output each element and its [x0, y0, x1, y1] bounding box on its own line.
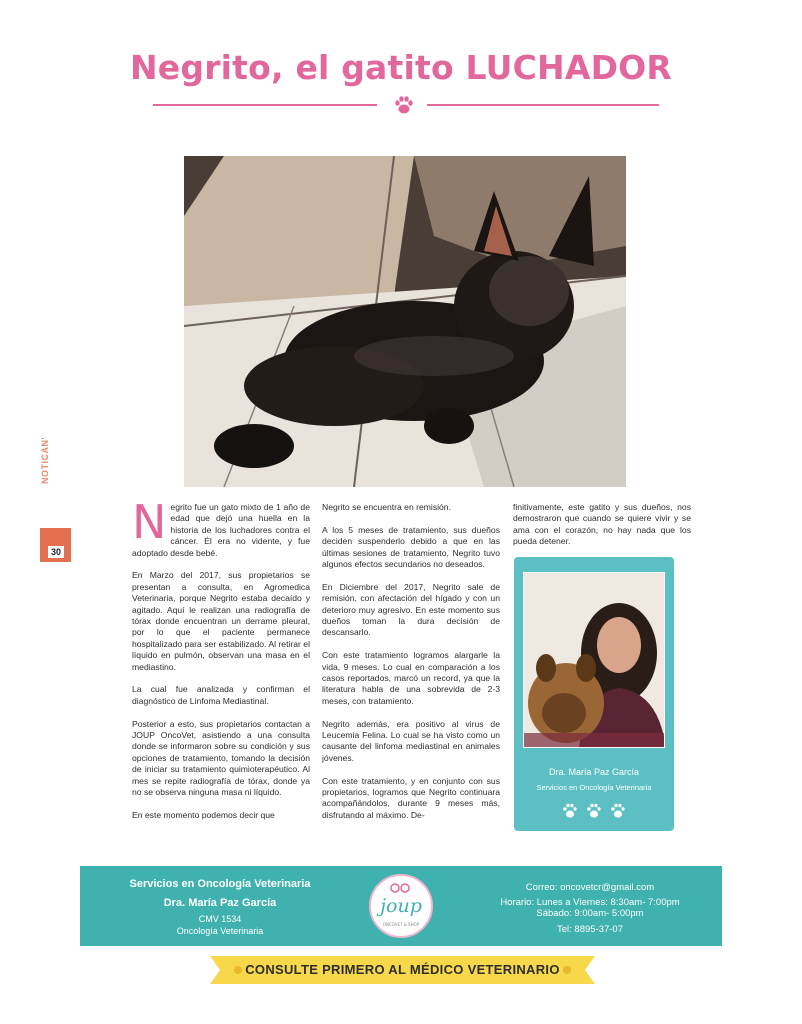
page-title: Negrito, el gatito LUCHADOR [129, 48, 673, 87]
article-paragraph: A los 5 meses de tratamiento, sus dueños deciden suspenderlo debido a que en las últimas sesiones de tratamiento, Negrito tuvo algunos efectos secundarios no deseados. [322, 524, 500, 570]
logo-subtext: ONCOVET & SHOP [382, 922, 420, 927]
footer-hours-weekday: Horario: Lunes a Viernes: 8:30am- 7:00pm [500, 897, 680, 908]
title-rule-left [153, 104, 377, 106]
footer-email: Correo: oncovetcr@gmail.com [525, 882, 655, 893]
article-paragraph: Negrito se encuentra en remisión. [322, 502, 451, 512]
paw-icon [393, 94, 415, 116]
article-paragraph: Con este tratamiento logramos alargarle la vida, 9 meses. Lo cual en comparación a los casos reportados, marcó un record, ya que la literatura habla de una sobrevida de 2-3 meses, con tratamiento. [322, 650, 500, 706]
page-number: 30 [48, 546, 64, 558]
article-paragraph: finitivamente, este gatito y sus dueños, nos demostraron que cuando se quiere vivir y se ama con el corazón, no hay nada que los pueda detener. [513, 502, 691, 547]
article-paragraph: Negrito además, era positivo al virus de Leucemia Felina. Lo cual se ha visto como un causante del linfoma mediastinal en animales jóvenes. [322, 718, 500, 763]
footer-cmv: CMV 1534 [198, 914, 242, 924]
joup-logo [368, 868, 434, 944]
paw-icon [562, 801, 626, 821]
article-paragraph: Posterior a esto, sus propietarios contactan a JOUP OncoVet, asistiendo a una consulta donde se informaron sobre su condición y sus opciones de tratamiento, tomando la decisión de iniciar su tratamiento quimioterapéutico. Al mes se repite radiografía de tórax, donde ya no se observa ninguna masa ni líquido. [132, 718, 310, 798]
cat-photo [184, 156, 626, 487]
vet-name: Dra. María Paz García [548, 767, 640, 777]
vet-photo [523, 572, 665, 748]
article-column-1 [132, 495, 310, 833]
logo-text: joup [380, 895, 422, 917]
footer-contact [80, 866, 722, 946]
article-paragraph: En Marzo del 2017, sus propietarios se presentan a consulta, en Agromedica Veterinaria, porque Negrito estaba decaído y agitado. Aquí le realizan una radiografía de tórax donde encuentran un derrame pleural, por lo que el paciente permanece hospitalizado para ser estabilizado. Al retirar el líquido en pulmón, observan una masa en el mediastino. [132, 570, 310, 672]
article-paragraph: En Diciembre del 2017, Negrito sale de remisión, con afectación del hígado y con un deterioro muy agresivo. En este momento sus dueños toman la dura decisión de descansarlo. [322, 581, 500, 638]
footer-doctor: Dra. María Paz García [163, 897, 277, 909]
footer-hours-saturday: Sábado: 9:00am- 5:00pm [536, 908, 644, 919]
footer-phone: Tel: 8895-37-07 [556, 924, 624, 935]
magazine-brand: NOTICAN' [40, 436, 50, 484]
vet-card [514, 557, 674, 831]
footer-specialty: Oncología Veterinaria [176, 926, 264, 936]
article-paragraph: En este momento podemos decir que [132, 809, 275, 820]
article-paragraph: Negrito fue un gato mixto de 1 año de edad que dejó una huella en la historia de los luchadores contra el cáncer. Él era no vidente, y fue adoptado desde bebé. [132, 495, 310, 558]
title-rule-right [427, 104, 659, 106]
article-paragraph: La cual fue analizada y confirman el diagnóstico de Linfoma Mediastinal. [132, 684, 310, 706]
article-column-3 [513, 502, 691, 559]
banner-text: CONSULTE PRIMERO AL MÉDICO VETERINARIO [245, 962, 560, 977]
footer-service: Servicios en Oncología Veterinaria [129, 878, 311, 890]
side-tab [40, 436, 72, 562]
vet-role: Servicios en Oncología Veterinaria [536, 783, 652, 792]
dropcap: N [132, 495, 167, 549]
article-column-2 [322, 502, 500, 833]
article-paragraph: Con este tratamiento, y en conjunto con sus propietarios, logramos que Negrito continuara acompañándolos, durante 9 meses más, disfrutando al máximo. De- [322, 775, 500, 820]
